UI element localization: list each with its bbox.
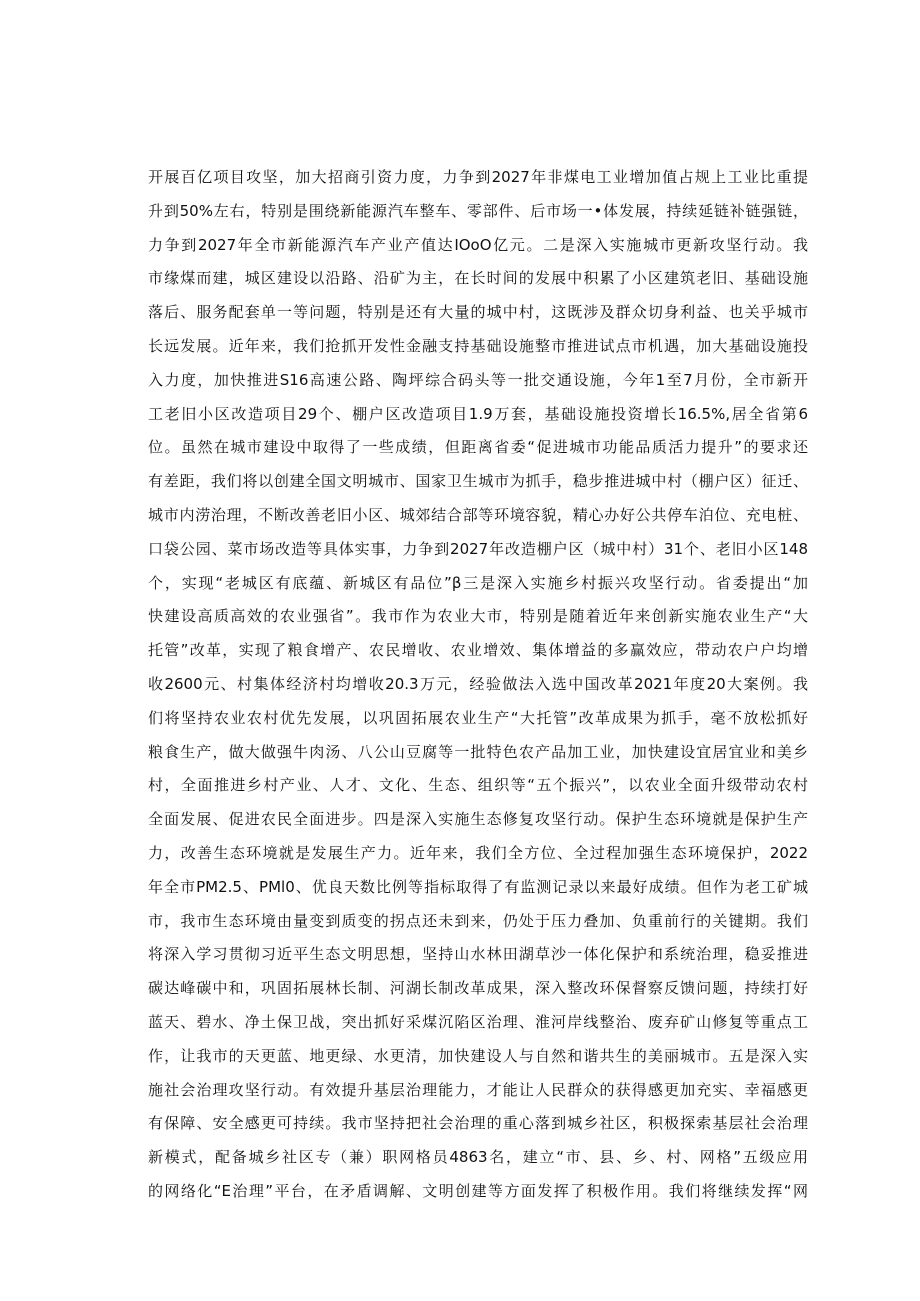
text-line: 个，实现“老城区有底蕴、新城区有品位”β三是深入实施乡村振兴攻坚行动。省委提出“加: [148, 573, 808, 592]
text-line: 的网络化“E治理”平台，在矛盾调解、文明创建等方面发挥了积极作用。我们将继续发挥“网: [148, 1181, 808, 1200]
text-line: 全面发展、促进农民全面进步。四是深入实施生态修复攻坚行动。保护生态环境就是保护生产: [148, 810, 808, 829]
text-line: 升到50%左右，特别是围绕新能源汽车整车、零部件、后市场一•体发展，持续延链补链强链，: [148, 201, 808, 220]
body-text: [148, 161, 808, 1209]
text-line: 工老旧小区改造项目29个、棚户区改造项目1.9万套，基础设施投资增长16.5%,居全省第6: [148, 404, 808, 423]
text-line: 力争到2027年全市新能源汽车产业产值达IOoO亿元。二是深入实施城市更新攻坚行动。我: [148, 235, 808, 254]
text-line: 市缘煤而建，城区建设以沿路、沿矿为主，在长时间的发展中积累了小区建筑老旧、基础设施: [148, 269, 808, 288]
text-line: 开展百亿项目攻坚，加大招商引资力度，力争到2027年非煤电工业增加值占规上工业比重提: [148, 168, 808, 186]
text-line: 新模式，配备城乡社区专（兼）职网格员4863名，建立“市、县、乡、村、网格”五级应用: [148, 1148, 808, 1167]
text-line: 入力度，加快推进S16高速公路、陶坪综合码头等一批交通设施，今年1至7月份，全市新开: [148, 370, 808, 389]
text-line: 施社会治理攻坚行动。有效提升基层治理能力，才能让人民群众的获得感更加充实、幸福感更: [148, 1080, 808, 1099]
text-line: 落后、服务配套单一等问题，特别是还有大量的城中村，这既涉及群众切身利益、也关乎城市: [148, 303, 808, 322]
text-line: 作，让我市的天更蓝、地更绿、水更清，加快建设人与自然和谐共生的美丽城市。五是深入实: [148, 1046, 808, 1065]
text-line: 城市内涝治理，不断改善老旧小区、城郊结合部等环境容貌，精心办好公共停车泊位、充电桩、: [148, 505, 808, 524]
text-line: 市，我市生态环境由量变到质变的拐点还未到来，仍处于压力叠加、负重前行的关键期。我们: [148, 911, 808, 930]
text-line: 长远发展。近年来，我们抢抓开发性金融支持基础设施整市推进试点市机遇，加大基础设施投: [148, 336, 808, 355]
text-line: 托管”改革，实现了粮食增产、农民增收、农业增效、集体增益的多赢效应，带动农户户均增: [148, 641, 808, 660]
text-line: 碳达峰碳中和，巩固拓展林长制、河湖长制改革成果，深入整改环保督察反馈问题，持续打好: [148, 979, 808, 998]
text-line: 将深入学习贯彻习近平生态文明思想，坚持山水林田湖草沙一体化保护和系统治理，稳妥推进: [148, 945, 808, 964]
text-line: 村，全面推进乡村产业、人才、文化、生态、组织等“五个振兴”，以农业全面升级带动农村: [148, 776, 808, 795]
text-line: 口袋公园、菜市场改造等具体实事，力争到2027年改造棚户区（城中村）31个、老旧小区148: [148, 539, 808, 558]
text-line: 粮食生产，做大做强牛肉汤、八公山豆腐等一批特色农产品加工业，加快建设宜居宜业和美乡: [148, 742, 808, 761]
text-line: 年全市PM2.5、PMl0、优良天数比例等指标取得了有监测记录以来最好成绩。但作为老工矿城: [148, 877, 808, 896]
text-line: 蓝天、碧水、净土保卫战，突出抓好采煤沉陷区治理、淮河岸线整治、废弃矿山修复等重点工: [148, 1012, 808, 1031]
text-line: 力，改善生态环境就是发展生产力。近年来，我们全方位、全过程加强生态环境保护，2022: [148, 843, 808, 862]
text-line: 们将坚持农业农村优先发展，以巩固拓展农业生产“大托管”改革成果为抓手，毫不放松抓好: [148, 708, 808, 727]
text-line: 收2600元、村集体经济村均增收20.3万元，经验做法入选中国改革2021年度20大案例。我: [148, 674, 808, 693]
text-line: 有保障、安全感更可持续。我市坚持把社会治理的重心落到城乡社区，积极探索基层社会治理: [148, 1114, 808, 1133]
text-line: 位。虽然在城市建设中取得了一些成绩，但距离省委“促进城市功能品质活力提升”的要求还: [148, 438, 808, 457]
text-line: 快建设高质高效的农业强省”。我市作为农业大市，特别是随着近年来创新实施农业生产“大: [148, 607, 808, 626]
text-line: 有差距，我们将以创建全国文明城市、国家卫生城市为抓手，稳步推进城中村（棚户区）征迁、: [148, 472, 808, 491]
